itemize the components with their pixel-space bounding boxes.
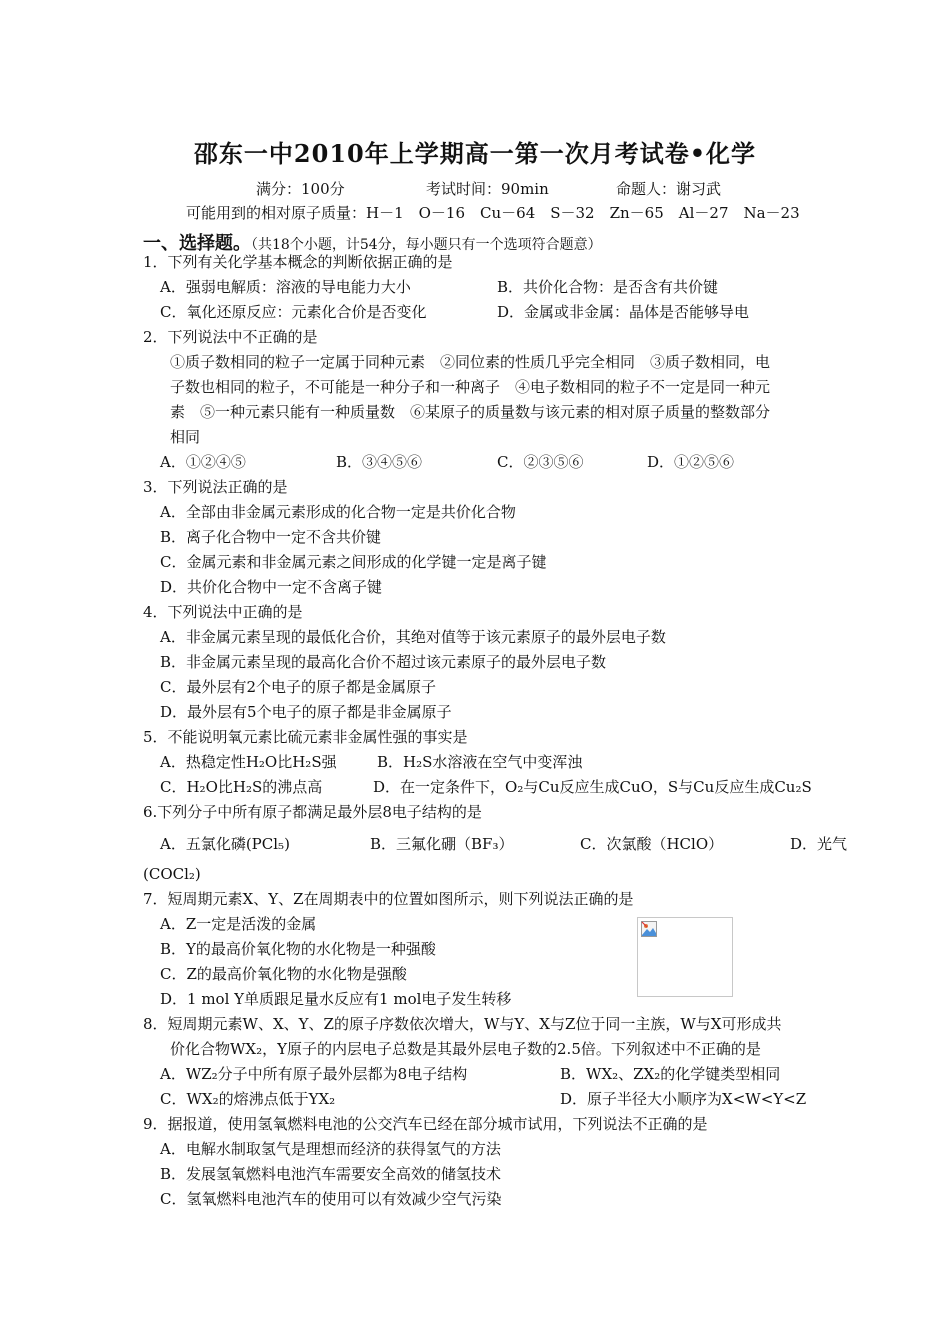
question-9-stem: 9．据报道，使用氢氧燃料电池的公交汽车已经在部分城市试用，下列说法不正确的是 xyxy=(143,1115,708,1133)
full-score: 满分：100分 xyxy=(256,180,345,198)
question-9-option-c: C．氢氧燃料电池汽车的使用可以有效减少空气污染 xyxy=(160,1190,502,1208)
question-2-stem: 2．下列说法中不正确的是 xyxy=(143,328,318,346)
question-4-option-c: C．最外层有2个电子的原子都是金属原子 xyxy=(160,678,437,696)
question-2-option-c: C．②③⑤⑥ xyxy=(497,453,584,471)
question-4-option-b: B．非金属元素呈现的最高化合价不超过该元素原子的最外层电子数 xyxy=(160,653,607,671)
question-1-option-c: C．氧化还原反应：元素化合价是否变化 xyxy=(160,303,427,321)
question-7-stem: 7．短周期元素X、Y、Z在周期表中的位置如图所示，则下列说法正确的是 xyxy=(143,890,634,908)
section-title: 一、选择题。 xyxy=(143,233,251,254)
question-8-option-a: A．WZ₂分子中所有原子最外层都为8电子结构 xyxy=(160,1065,468,1083)
question-8-option-d: D．原子半径大小顺序为X<W<Y<Z xyxy=(560,1090,807,1108)
question-3-option-d: D．共价化合物中一定不含离子键 xyxy=(160,578,383,596)
exam-author: 命题人：谢习武 xyxy=(616,180,722,198)
question-9-option-a: A．电解水制取氢气是理想而经济的获得氢气的方法 xyxy=(160,1140,501,1158)
question-6-stem: 6.下列分子中所有原子都满足最外层8电子结构的是 xyxy=(143,803,482,821)
question-5-option-a: A．热稳定性H₂O比H₂S强 xyxy=(160,753,337,771)
section-note: （共18个小题，计54分，每小题只有一个选项符合题意） xyxy=(251,237,602,253)
question-1-option-b: B．共价化合物：是否含有共价键 xyxy=(497,278,719,296)
question-8-option-c: C．WX₂的熔沸点低于YX₂ xyxy=(160,1090,336,1108)
question-7-option-b: B．Y的最高价氧化物的水化物是一种强酸 xyxy=(160,940,436,958)
page-title: 邵东一中2010年上学期高一第一次月考试卷•化学 xyxy=(193,139,757,168)
question-2-option-a: A．①②④⑤ xyxy=(160,453,246,471)
question-7-option-d: D．1 mol Y单质跟足量水反应有1 mol电子发生转移 xyxy=(160,990,512,1008)
question-3-option-a: A．全部由非金属元素形成的化合物一定是共价化合物 xyxy=(160,503,516,521)
question-7-option-c: C．Z的最高价氧化物的水化物是强酸 xyxy=(160,965,407,983)
question-2-text-line-4: 相同 xyxy=(170,428,201,446)
question-6-option-c: C．次氯酸（HClO） xyxy=(580,835,724,853)
question-1-stem: 1．下列有关化学基本概念的判断依据正确的是 xyxy=(143,253,453,271)
question-1-option-d: D．金属或非金属：晶体是否能够导电 xyxy=(497,303,750,321)
exam-meta xyxy=(256,178,721,199)
question-3-stem: 3．下列说法正确的是 xyxy=(143,478,288,496)
atomic-masses: 可能用到的相对原子质量：H－1 O－16 Cu－64 S－32 Zn－65 Al－27 Na－23 xyxy=(186,204,800,222)
question-2-option-d: D．①②⑤⑥ xyxy=(647,453,735,471)
question-5-stem: 5．不能说明氧元素比硫元素非金属性强的事实是 xyxy=(143,728,468,746)
question-4-option-a: A．非金属元素呈现的最低化合价，其绝对值等于该元素原子的最外层电子数 xyxy=(160,628,666,646)
question-2-text-line-3: 素 ⑤一种元素只能有一种质量数 ⑥某原子的质量数与该元素的相对原子质量的整数部分 xyxy=(170,403,771,421)
question-6-option-a: A．五氯化磷(PCl₅) xyxy=(160,835,290,853)
question-2-option-b: B．③④⑤⑥ xyxy=(336,453,423,471)
question-5-option-d: D．在一定条件下，O₂与Cu反应生成CuO，S与Cu反应生成Cu₂S xyxy=(373,778,812,796)
question-4-option-d: D．最外层有5个电子的原子都是非金属原子 xyxy=(160,703,452,721)
question-4-stem: 4．下列说法中正确的是 xyxy=(143,603,303,621)
question-8-option-b: B．WX₂、ZX₂的化学键类型相同 xyxy=(560,1065,781,1083)
question-2-text-line-2: 子数也相同的粒子，不可能是一种分子和一种离子 ④电子数相同的粒子不一定是同一种元 xyxy=(170,378,771,396)
question-6-option-d-formula: (COCl₂) xyxy=(143,865,201,883)
question-5-option-c: C．H₂O比H₂S的沸点高 xyxy=(160,778,323,796)
question-6-option-b: B．三氟化硼（BF₃） xyxy=(370,835,514,853)
question-9-option-b: B．发展氢氧燃料电池汽车需要安全高效的储氢技术 xyxy=(160,1165,502,1183)
question-1-option-a: A．强弱电解质：溶液的导电能力大小 xyxy=(160,278,411,296)
question-3-option-c: C．金属元素和非金属元素之间形成的化学键一定是离子键 xyxy=(160,553,547,571)
periodic-table-figure-placeholder xyxy=(637,917,733,997)
exam-time: 考试时间：90min xyxy=(426,180,549,198)
question-7-option-a: A．Z一定是活泼的金属 xyxy=(160,915,317,933)
broken-image-icon xyxy=(641,921,657,937)
question-6-option-d: D．光气 xyxy=(790,835,848,853)
question-8-stem-line-2: 价化合物WX₂，Y原子的内层电子总数是其最外层电子数的2.5倍。下列叙述中不正确的是 xyxy=(170,1040,761,1058)
question-3-option-b: B．离子化合物中一定不含共价键 xyxy=(160,528,382,546)
question-5-option-b: B．H₂S水溶液在空气中变浑浊 xyxy=(377,753,583,771)
question-8-stem-line-1: 8．短周期元素W、X、Y、Z的原子序数依次增大，W与Y、X与Z位于同一主族，W与X可形成共 xyxy=(143,1015,782,1033)
question-2-text-line-1: ①质子数相同的粒子一定属于同种元素 ②同位素的性质几乎完全相同 ③质子数相同，电 xyxy=(170,353,771,371)
